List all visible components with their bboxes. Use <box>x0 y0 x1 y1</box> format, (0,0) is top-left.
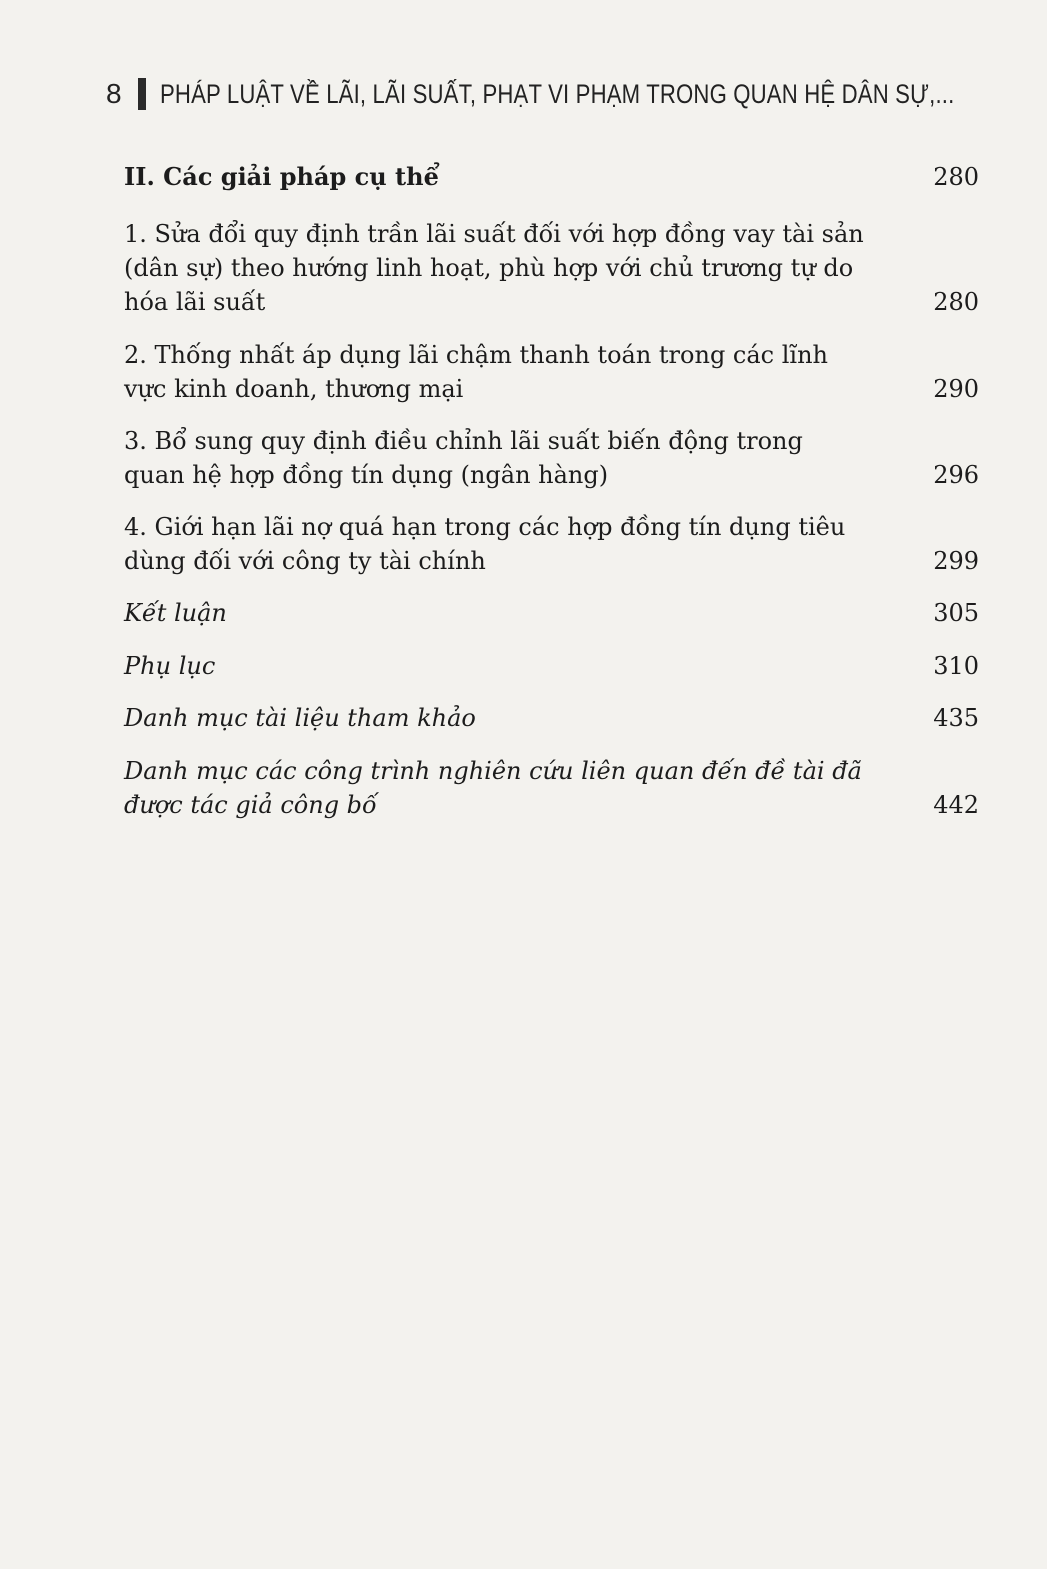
toc-entry-title: 4. Giới hạn lãi nợ quá hạn trong các hợp đồng tín dụng tiêu dùng đối với công ty tài chính <box>124 513 846 575</box>
toc-entry-title: Danh mục tài liệu tham khảo <box>124 704 476 732</box>
toc-entry-page: 310 <box>933 652 979 680</box>
running-header <box>106 74 1047 114</box>
toc-entry-title: 1. Sửa đổi quy định trần lãi suất đối với hợp đồng vay tài sản (dân sự) theo hướng linh hoạt, phù hợp với chủ trương tự do hóa lãi suất <box>124 220 864 316</box>
toc-entry-page: 280 <box>933 163 979 191</box>
toc-entry <box>124 338 979 406</box>
toc-entry <box>124 217 979 319</box>
running-title: PHÁP LUẬT VỀ LÃI, LÃI SUẤT, PHẠT VI PHẠM TRONG QUAN HỆ DÂN SỰ,... <box>159 78 955 109</box>
header-bar-divider <box>138 78 146 110</box>
toc-entry-page: 290 <box>933 375 979 403</box>
toc-entry-page: 280 <box>933 288 979 316</box>
toc-entry-title: 2. Thống nhất áp dụng lãi chậm thanh toán trong các lĩnh vực kinh doanh, thương mại <box>124 341 829 403</box>
toc-entry-title: II. Các giải pháp cụ thể <box>124 162 439 191</box>
toc-entry-page: 296 <box>933 461 979 489</box>
toc-entry-title: Phụ lục <box>124 652 216 680</box>
toc-entry <box>124 510 979 578</box>
toc-entry-page: 299 <box>933 547 979 575</box>
toc-entry-page: 442 <box>933 791 979 819</box>
toc-entry-title: 3. Bổ sung quy định điều chỉnh lãi suất biến động trong quan hệ hợp đồng tín dụng (ngân hàng) <box>124 427 803 489</box>
toc-entry-page: 435 <box>933 704 979 732</box>
page-number: 8 <box>106 78 122 109</box>
toc-entry <box>124 160 979 194</box>
toc-entry <box>124 424 979 492</box>
toc-entry <box>124 701 979 735</box>
toc-entry <box>124 754 979 822</box>
toc-entry-title: Danh mục các công trình nghiên cứu liên quan đến đề tài đã được tác giả công bố <box>124 757 862 819</box>
toc-entry-title: Kết luận <box>124 599 227 627</box>
toc-entry-page: 305 <box>933 599 979 627</box>
toc-entry <box>124 649 979 683</box>
toc-entry <box>124 596 979 630</box>
